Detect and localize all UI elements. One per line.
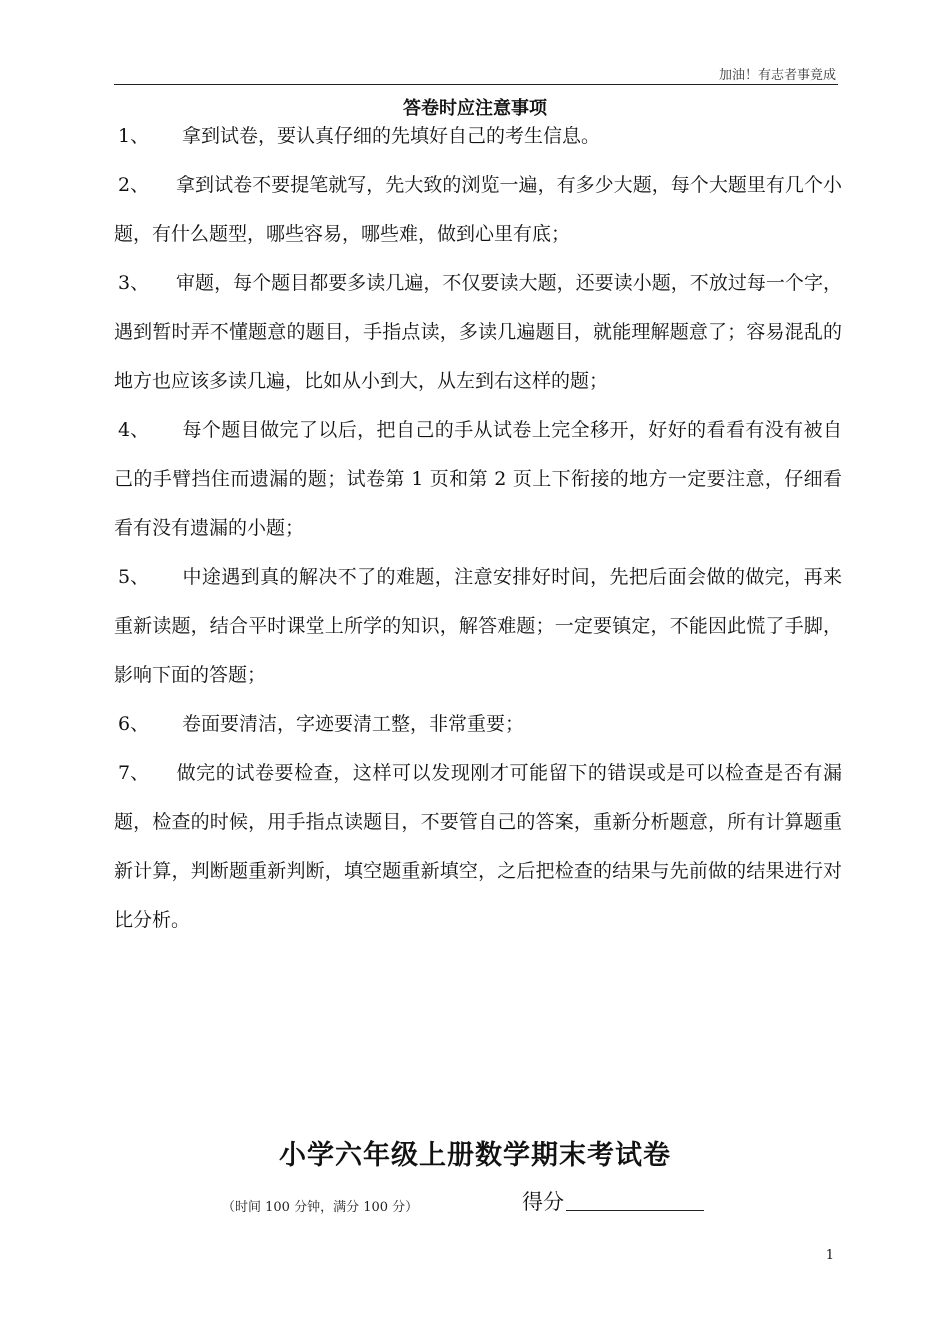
- note-item: [114, 749, 842, 945]
- note-number: 6、: [118, 713, 150, 735]
- note-text: 审题，每个题目都要多读几遍，不仅要读大题，还要读小题，不放过每一个字，遇到暂时弄不懂题意的题目，手指点读，多读几遍题目，就能理解题意了；容易混乱的地方也应该多读几遍，比如从小到大，从左到右这样的题；: [114, 272, 842, 392]
- exam-time-info: （时间 100 分钟，满分 100 分）: [222, 1200, 419, 1215]
- note-number: 7、: [118, 762, 150, 784]
- note-item: [114, 700, 842, 749]
- note-item: [114, 112, 842, 161]
- note-text: 做完的试卷要检查，这样可以发现刚才可能留下的错误或是可以检查是否有漏题，检查的时候，用手指点读题目，不要管自己的答案，重新分析题意，所有计算题重新计算，判断题重新判断，填空题重新填空，之后把检查的结果与先前做的结果进行对比分析。: [114, 762, 842, 931]
- page-number: 1: [825, 1248, 834, 1263]
- note-number: 5、: [118, 566, 150, 588]
- note-text: 每个题目做完了以后，把自己的手从试卷上完全移开，好好的看看有没有被自己的手臂挡住而遗漏的题；试卷第 1 页和第 2 页上下衔接的地方一定要注意，仔细看看有没有遗漏的小题；: [114, 419, 842, 539]
- notes-list: [114, 112, 842, 945]
- note-text: 卷面要清洁，字迹要清工整，非常重要；: [176, 713, 525, 735]
- note-item: [114, 161, 842, 259]
- notes-title: 答卷时应注意事项: [403, 98, 547, 119]
- note-item: [114, 553, 842, 700]
- note-item: [114, 406, 842, 553]
- header-divider: [114, 84, 838, 85]
- note-text: 拿到试卷，要认真仔细的先填好自己的考生信息。: [176, 125, 601, 147]
- exam-title: 小学六年级上册数学期末考试卷: [279, 1140, 671, 1171]
- score-blank[interactable]: [566, 1210, 704, 1211]
- note-number: 4、: [118, 419, 150, 441]
- note-number: 1、: [118, 125, 150, 147]
- note-number: 3、: [118, 272, 150, 294]
- note-number: 2、: [118, 174, 150, 196]
- note-item: [114, 259, 842, 406]
- note-text: 中途遇到真的解决不了的难题，注意安排好时间，先把后面会做的做完，再来重新读题，结合平时课堂上所学的知识，解答难题；一定要镇定，不能因此慌了手脚，影响下面的答题；: [114, 566, 842, 686]
- score-label: 得分: [522, 1190, 564, 1214]
- header-motto: 加油！有志者事竟成: [718, 68, 836, 83]
- note-text: 拿到试卷不要提笔就写，先大致的浏览一遍，有多少大题，每个大题里有几个小题，有什么题型，哪些容易，哪些难，做到心里有底；: [114, 174, 842, 245]
- score-field[interactable]: [522, 1186, 704, 1216]
